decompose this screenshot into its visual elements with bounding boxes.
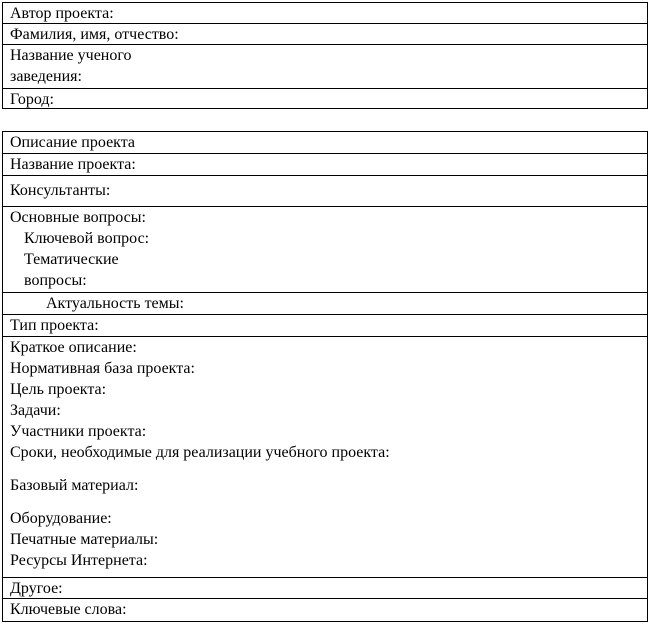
internet-resources-label: Ресурсы Интернета: <box>10 552 148 569</box>
description-header: Описание проекта <box>10 134 136 151</box>
author-row <box>3 3 647 24</box>
institution-row <box>3 45 647 89</box>
project-type-label: Тип проекта: <box>10 317 99 334</box>
project-type-row <box>3 315 647 337</box>
keywords-row <box>3 599 647 619</box>
main-questions-row <box>3 207 647 293</box>
consultants-row <box>3 176 647 207</box>
printed-materials-label: Печатные материалы: <box>10 531 159 548</box>
participants-label: Участники проекта: <box>10 423 147 440</box>
project-description-table <box>2 131 648 622</box>
description-header-row <box>3 132 647 154</box>
full-name-row <box>3 24 647 45</box>
full-name-label: Фамилия, имя, отчество: <box>10 26 179 43</box>
other-label: Другое: <box>10 580 63 597</box>
regulatory-base-label: Нормативная база проекта: <box>10 360 195 377</box>
author-label: Автор проекта: <box>10 5 114 22</box>
project-name-row <box>3 154 647 176</box>
deadlines-label: Сроки, необходимые для реализации учебного проекта: <box>10 444 390 461</box>
city-row <box>3 89 647 108</box>
city-label: Город: <box>10 91 54 108</box>
spacer <box>10 496 647 508</box>
relevance-label: Актуальность темы: <box>46 295 184 312</box>
key-question-label: Ключевой вопрос: <box>24 230 150 247</box>
project-details-row <box>3 337 647 578</box>
relevance-row <box>3 293 647 315</box>
base-material-label: Базовый материал: <box>10 477 139 494</box>
main-questions-label: Основные вопросы: <box>10 209 146 226</box>
consultants-label: Консультанты: <box>10 182 111 199</box>
other-row <box>3 578 647 599</box>
project-name-label: Название проекта: <box>10 156 136 173</box>
spacer <box>10 463 647 475</box>
thematic-questions-label-line2: вопросы: <box>24 272 87 289</box>
goal-label: Цель проекта: <box>10 381 107 398</box>
equipment-label: Оборудование: <box>10 510 112 527</box>
keywords-label: Ключевые слова: <box>10 601 127 618</box>
short-description-label: Краткое описание: <box>10 339 137 356</box>
thematic-questions-label-line1: Тематические <box>24 251 119 268</box>
author-info-table <box>2 2 648 109</box>
institution-label-line2: заведения: <box>10 68 82 85</box>
institution-label-line1: Название ученого <box>10 47 132 64</box>
tasks-label: Задачи: <box>10 402 61 419</box>
